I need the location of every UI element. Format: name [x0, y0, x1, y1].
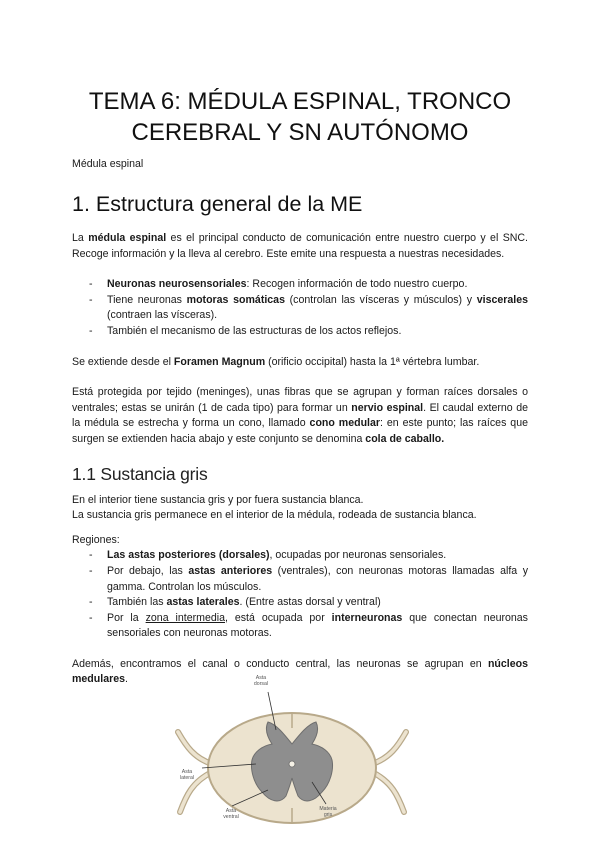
bold-term: cola de caballo.	[365, 432, 445, 445]
text-run: que conectan neuronas sensoriales con neuronas motoras.	[107, 611, 528, 640]
text-run: También las	[107, 596, 167, 609]
bold-term: núcleos medulares	[72, 657, 528, 686]
label-line: Asta	[255, 675, 267, 681]
text-run: . (Entre astas dorsal y ventral)	[239, 596, 381, 609]
bold-term: viscerales	[476, 293, 529, 306]
label-line: Materia	[319, 806, 337, 812]
text-run: Está protegida por tejido (meninges), unas fibras que se agrupan y forman raíces dorsales o ventrales; estas se unirán (1 de cada tipo) para formar un	[72, 386, 528, 414]
section-1-1-line-1: En el interior tiene sustancia gris y por fuera sustancia blanca.	[72, 493, 364, 506]
section-1-heading: 1. Estructura general de la ME	[72, 192, 363, 216]
list-item	[107, 611, 528, 642]
bold-term: nervio espinal	[351, 401, 424, 414]
nerve-root-left	[178, 732, 212, 764]
bold-term: Foramen Magnum	[173, 355, 266, 368]
text-run: . El caudal externo de la médula se estrecha y forma un cono, llamado	[72, 401, 528, 430]
label-line: gris	[323, 812, 333, 818]
list-item	[107, 548, 528, 564]
section-1-1-heading: 1.1 Sustancia gris	[72, 463, 208, 484]
text-run: (orificio occipital) hasta la 1ª vértebra lumbar.	[265, 355, 480, 368]
section-1-paragraph-2	[72, 355, 528, 371]
nerve-root-right-lower	[372, 772, 404, 812]
text-run: También el mecanismo de las estructuras de los actos reflejos.	[107, 324, 402, 337]
text-run: , está ocupada por	[224, 611, 332, 624]
label-materia-gris	[312, 806, 344, 818]
label-line: Asta	[181, 769, 193, 775]
bold-term: Las astas posteriores (dorsales)	[107, 549, 270, 562]
text-run: , ocupadas por neuronas sensoriales.	[269, 549, 447, 562]
section-1-paragraph-1	[72, 231, 528, 262]
bold-term: cono medular	[309, 417, 381, 430]
label-line: dorsal	[253, 681, 269, 687]
label-line: Asta	[225, 808, 237, 814]
text-run: .	[125, 673, 128, 686]
document-title: TEMA 6: MÉDULA ESPINAL, TRONCO CEREBRAL Y SN AUTÓNOMO	[88, 88, 512, 146]
label-asta-lateral	[172, 769, 202, 781]
list-item	[107, 293, 528, 324]
text-run: : Recogen información de todo nuestro cuerpo.	[246, 278, 468, 291]
spinal-cord-figure	[172, 672, 432, 848]
text-run: (controlan las vísceras y músculos) y	[284, 293, 477, 306]
section-1-list	[72, 277, 528, 339]
underlined-term: zona intermedia	[145, 611, 225, 624]
text-run: Se extiende desde el	[72, 355, 174, 368]
nerve-root-right	[372, 732, 406, 764]
bold-term: Neuronas neurosensoriales	[107, 278, 247, 291]
regiones-list	[72, 548, 528, 642]
label-asta-ventral	[216, 808, 246, 820]
section-1-1-line-2: La sustancia gris permanece en el interior de la médula, rodeada de sustancia blanca.	[72, 509, 477, 522]
text-run: Tiene neuronas	[107, 293, 187, 306]
document-subtitle: Médula espinal	[72, 158, 144, 170]
section-1-paragraph-3	[72, 385, 528, 447]
text-run: Por debajo, las	[107, 564, 189, 577]
spinal-cord-illustration	[172, 672, 432, 848]
text-run: (contraen las vísceras).	[107, 309, 218, 322]
bold-term: médula espinal	[88, 232, 167, 244]
list-item	[107, 595, 528, 611]
text-run: Por la	[107, 611, 146, 624]
text-run: La	[72, 232, 89, 244]
text-run: es el principal conducto de comunicación entre nuestro cuerpo y el SNC. Recoge información y la lleva al cerebro. Este emite una respuesta a nuestras necesidades.	[72, 232, 528, 260]
list-item	[107, 324, 528, 340]
bold-term: interneuronas	[331, 611, 403, 624]
bold-term: astas laterales	[166, 596, 240, 609]
central-canal	[289, 761, 295, 767]
document-page	[72, 0, 528, 688]
label-line: ventral	[223, 814, 239, 820]
label-asta-dorsal	[246, 675, 276, 687]
text-run: Además, encontramos el canal o conducto central, las neuronas se agrupan en	[72, 657, 488, 670]
bold-term: motoras somáticas	[186, 293, 285, 306]
regiones-label: Regiones:	[72, 533, 120, 546]
bold-term: astas anteriores	[188, 564, 273, 577]
text-run: (ventrales), con neuronas motoras llamadas alfa y gamma. Controlan los músculos.	[107, 564, 528, 593]
list-item	[107, 277, 528, 293]
label-line: lateral	[179, 775, 195, 781]
text-run: : en este punto; las raíces que surgen se extienden hacia abajo y este conjunto se denomina	[72, 417, 528, 445]
list-item	[107, 564, 528, 595]
